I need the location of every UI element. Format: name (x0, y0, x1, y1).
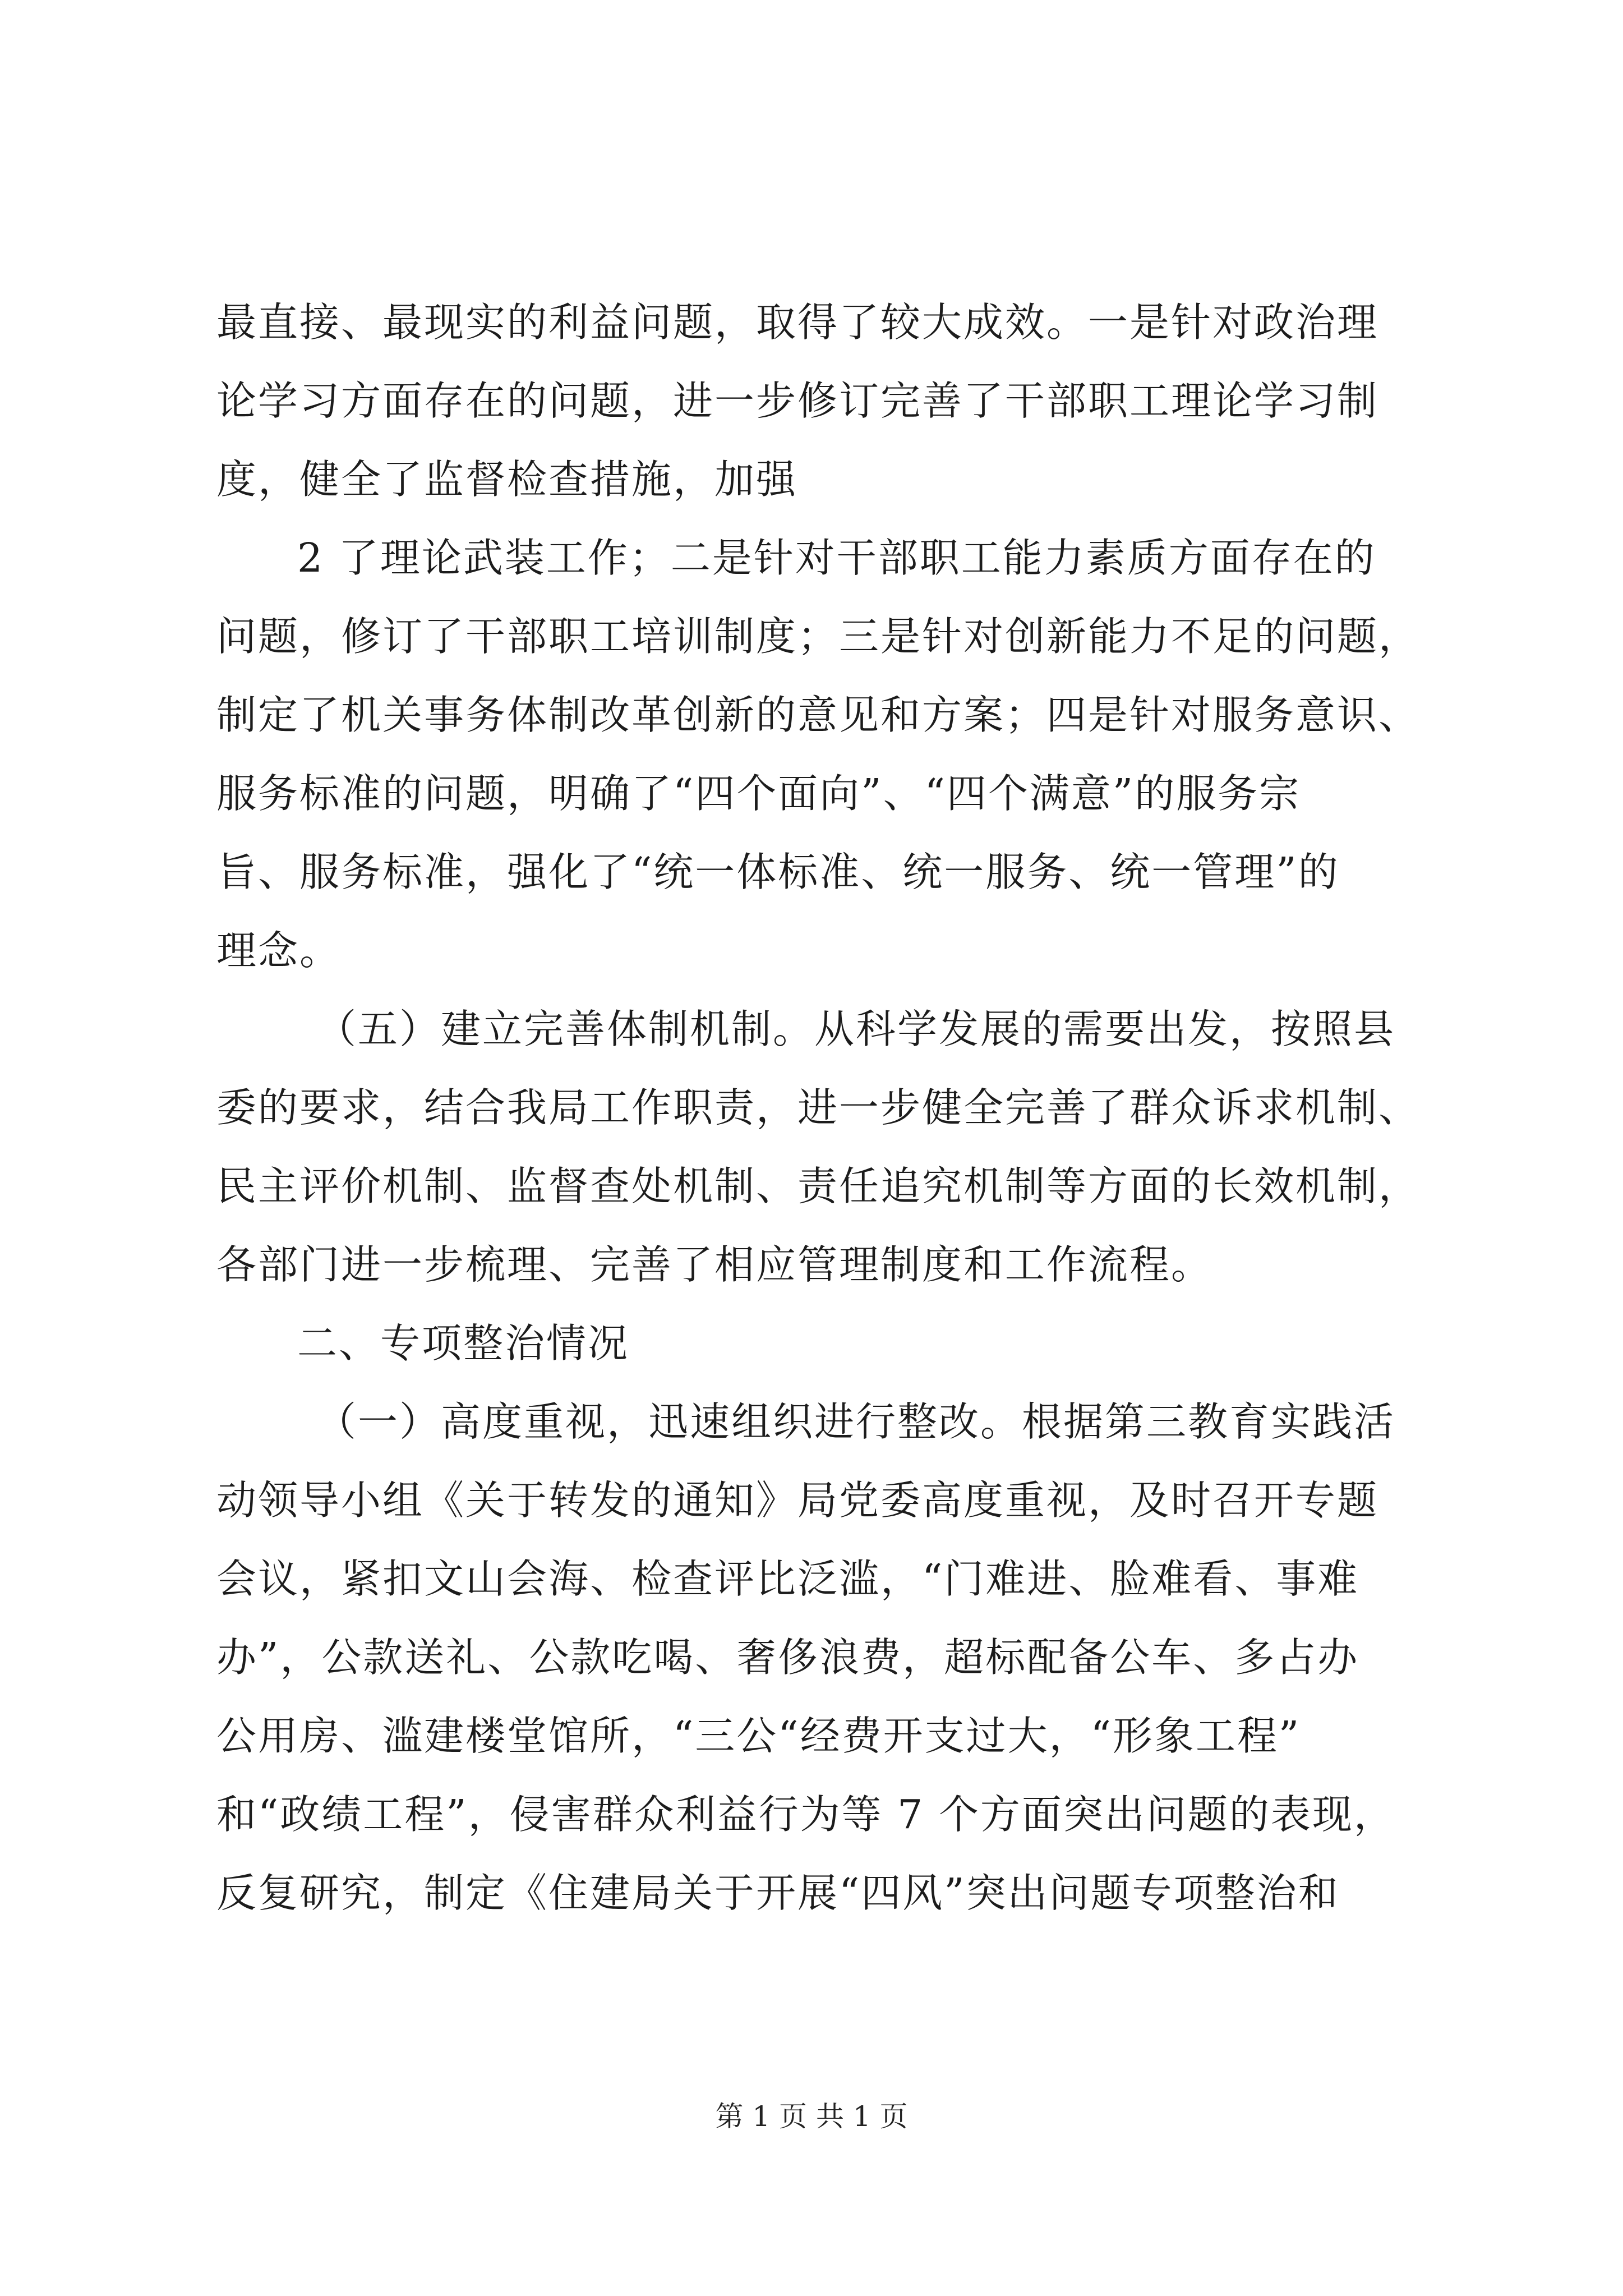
page-footer: 第 1 页 共 1 页 (715, 2100, 908, 2133)
paragraph-line: 最直接、最现实的利益问题，取得了较大成效。一是针对政治理 (216, 299, 1379, 346)
section-heading-line: （一）高度重视，迅速组织进行整改。根据第三教育实践活 (316, 1398, 1396, 1445)
paragraph-line: 问题，修订了干部职工培训制度；三是针对创新能力不足的问题， (216, 613, 1421, 660)
paragraph-line: 服务标准的问题，明确了“四个面向”、“四个满意”的服务宗 (216, 770, 1301, 817)
paragraph-line: 会议，紧扣文山会海、检查评比泛滥，“门难进、脸难看、事难 (216, 1556, 1359, 1602)
paragraph-line: 反复研究，制定《住建局关于开展“四风”突出问题专项整治和 (216, 1870, 1340, 1916)
paragraph-line: 各部门进一步梳理、完善了相应管理制度和工作流程。 (216, 1241, 1213, 1288)
section-title: 二、专项整治情况 (297, 1320, 630, 1366)
paragraph-line: 民主评价机制、监督查处机制、责任追究机制等方面的长效机制， (216, 1163, 1421, 1209)
paragraph-line: 委的要求，结合我局工作职责，进一步健全完善了群众诉求机制、 (216, 1084, 1421, 1131)
paragraph-line: 办”，公款送礼、公款吃喝、奢侈浪费，超标配备公车、多占办 (216, 1634, 1359, 1681)
paragraph-line: 旨、服务标准，强化了“统一体标准、统一服务、统一管理”的 (216, 849, 1340, 895)
paragraph-line: 公用房、滥建楼堂馆所，“三公“经费开支过大，“形象工程” (216, 1713, 1301, 1759)
paragraph-line: 和“政绩工程”，侵害群众利益行为等 7 个方面突出问题的表现， (216, 1791, 1395, 1838)
paragraph-line: 2 了理论武装工作；二是针对干部职工能力素质方面存在的 (297, 535, 1376, 581)
paragraph-line: 制定了机关事务体制改革创新的意见和方案；四是针对服务意识、 (216, 692, 1421, 738)
paragraph-line: 度，健全了监督检查措施，加强 (216, 456, 798, 503)
paragraph-line: 理念。 (216, 927, 342, 974)
paragraph-line: 论学习方面存在的问题，进一步修订完善了干部职工理论学习制 (216, 378, 1379, 424)
section-heading-line: （五）建立完善体制机制。从科学发展的需要出发，按照县 (316, 1006, 1396, 1052)
paragraph-line: 动领导小组《关于转发的通知》局党委高度重视，及时召开专题 (216, 1477, 1379, 1524)
